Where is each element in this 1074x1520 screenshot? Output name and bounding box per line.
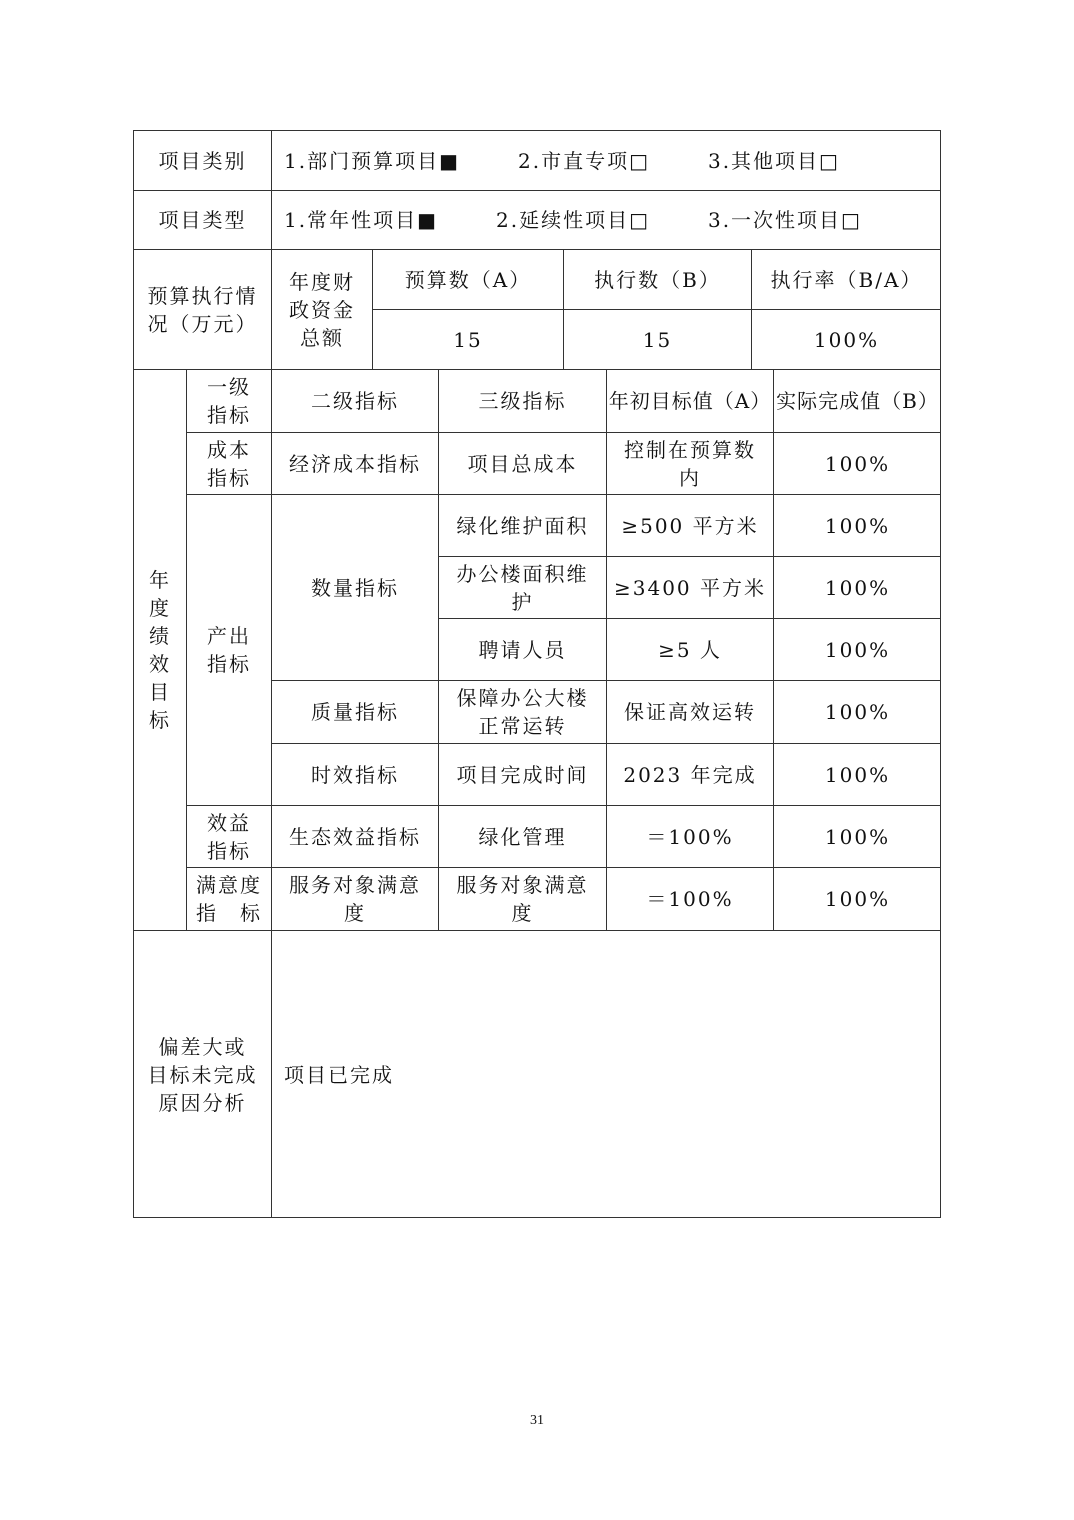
budget-total-label: 年度财 政资金 总额 (271, 249, 372, 369)
type-option-1: 1.常年性项目■ (284, 208, 438, 232)
project-type-options (271, 190, 941, 249)
category-option-3: 3.其他项目□ (707, 148, 840, 173)
level2-service-satisfaction: 服务对象满意 度 (271, 867, 438, 930)
budget-value-b: 15 (563, 309, 751, 369)
type-option-2: 2.延续性项目□ (495, 208, 650, 232)
type-option-3: 3.一次性项目□ (707, 208, 862, 232)
level2-timeliness: 时效指标 (271, 743, 438, 805)
target-cell: ≥5 人 (606, 618, 773, 680)
deviation-content: 项目已完成 (271, 930, 941, 1218)
header-target: 年初目标值（A） (606, 369, 773, 432)
level3-cell: 服务对象满意 度 (438, 867, 606, 930)
page-number: 31 (530, 1413, 544, 1428)
level3-cell: 绿化维护面积 (438, 494, 606, 556)
actual-cell: 100% (773, 432, 941, 494)
level3-cell: 保障办公大楼 正常运转 (438, 680, 606, 743)
level1-output: 产出 指标 (186, 494, 271, 805)
budget-value-a: 15 (372, 309, 563, 369)
project-type-label: 项目类型 (133, 190, 271, 249)
level3-cell: 办公楼面积维 护 (438, 556, 606, 618)
budget-header-b: 执行数（B） (563, 249, 751, 309)
performance-table (133, 130, 941, 1218)
actual-cell: 100% (773, 805, 941, 867)
budget-label: 预算执行情 况（万元） (133, 249, 271, 369)
category-option-1: 1.部门预算项目■ (284, 148, 460, 173)
actual-cell: 100% (773, 743, 941, 805)
actual-cell: 100% (773, 680, 941, 743)
target-cell: 控制在预算数 内 (606, 432, 773, 494)
header-actual: 实际完成值（B） (773, 369, 941, 432)
level2-ecological: 生态效益指标 (271, 805, 438, 867)
budget-value-rate: 100% (751, 309, 941, 369)
budget-header-rate: 执行率（B/A） (751, 249, 941, 309)
level3-cell: 聘请人员 (438, 618, 606, 680)
level2-quality: 质量指标 (271, 680, 438, 743)
target-cell: ≥3400 平方米 (606, 556, 773, 618)
level1-benefit: 效益 指标 (186, 805, 271, 867)
actual-cell: 100% (773, 556, 941, 618)
level3-cell: 绿化管理 (438, 805, 606, 867)
header-level3: 三级指标 (438, 369, 606, 432)
target-cell: 2023 年完成 (606, 743, 773, 805)
actual-cell: 100% (773, 494, 941, 556)
level3-cell: 项目完成时间 (438, 743, 606, 805)
target-cell: ＝100% (606, 805, 773, 867)
level3-cell: 项目总成本 (438, 432, 606, 494)
level1-satisfaction: 满意度 指 标 (186, 867, 271, 930)
budget-header-a: 预算数（A） (372, 249, 563, 309)
actual-cell: 100% (773, 618, 941, 680)
project-category-options (271, 130, 941, 190)
header-level1: 一级 指标 (186, 369, 271, 432)
category-option-2: 2.市直专项□ (517, 148, 650, 173)
level2-economic-cost: 经济成本指标 (271, 432, 438, 494)
deviation-label: 偏差大或 目标未完成 原因分析 (133, 930, 271, 1218)
actual-cell: 100% (773, 867, 941, 930)
header-level2: 二级指标 (271, 369, 438, 432)
target-cell: ≥500 平方米 (606, 494, 773, 556)
target-cell: ＝100% (606, 867, 773, 930)
level1-cost: 成本 指标 (186, 432, 271, 494)
level2-quantity: 数量指标 (271, 494, 438, 680)
project-category-label: 项目类别 (133, 130, 271, 190)
target-cell: 保证高效运转 (606, 680, 773, 743)
annual-performance-label: 年 度 绩 效 目 标 (133, 369, 186, 930)
